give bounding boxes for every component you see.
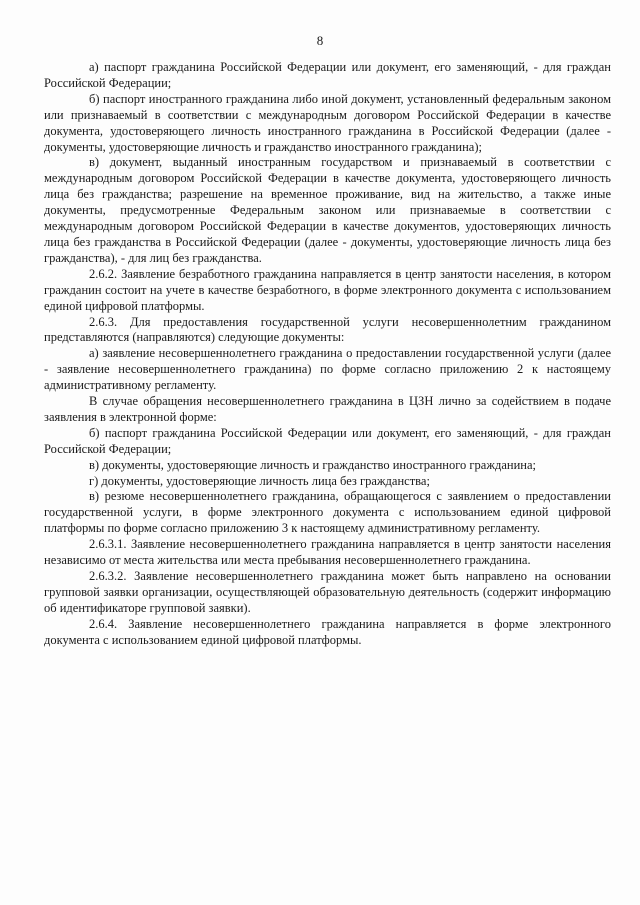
paragraph: а) паспорт гражданина Российской Федерации или документ, его заменяющий, - для граждан Российской Федерации;: [44, 60, 611, 90]
paragraph: в) резюме несовершеннолетнего гражданина, обращающегося с заявлением о предоставлении государственной услуги, в форме электронного документа с использованием единой цифровой платформы по форме согласно приложению 3 к настоящему административному регламенту.: [44, 489, 611, 536]
paragraph: 2.6.3.2. Заявление несовершеннолетнего гражданина может быть направлено на основании групповой заявки организации, осуществляющей образовательную деятельность (содержит информацию об идентификаторе групповой заявки).: [44, 569, 611, 615]
paragraph: в) документы, удостоверяющие личность и гражданство иностранного гражданина;: [89, 457, 536, 472]
page-number: 8: [316, 33, 324, 48]
paragraph: б) паспорт иностранного гражданина либо иной документ, установленный федеральным законом или признаваемый в соответствии с международным договором Российской Федерации в качестве документа, удостоверяющего личность иностранного гражданина в Российской Федерации (далее - документы, удостоверяющие личность и гражданство иностранного гражданина);: [44, 91, 611, 154]
document-body: [44, 60, 611, 649]
paragraph: в) документ, выданный иностранным государством и признаваемый в соответствии с международным договором Российской Федерации в качестве документа, удостоверяющего личность лица без гражданства; разрешение на временное проживание, вид на жительство, а также иные документы, предусмотренные Федеральным законом или признаваемые в соответствии с международным договором Российской Федерации в качестве документов, удостоверяющих личность лица без гражданства в Российской Федерации (далее - документы, удостоверяющие личность лица без гражданства), - для лиц без гражданства.: [44, 155, 611, 265]
paragraph: г) документы, удостоверяющие личность лица без гражданства;: [89, 473, 430, 488]
paragraph: б) паспорт гражданина Российской Федерации или документ, его заменяющий, - для граждан Российской Федерации;: [44, 425, 611, 456]
paragraph: а) заявление несовершеннолетнего гражданина о предоставлении государственной услуги (далее - заявление несовершеннолетнего гражданина) по форме согласно приложению 2 к настоящему административному регламенту.: [44, 346, 611, 393]
paragraph: 2.6.2. Заявление безработного гражданина направляется в центр занятости населения, в котором гражданин состоит на учете в качестве безработного, в форме электронного документа с использованием единой цифровой платформы.: [44, 266, 611, 313]
paragraph: 2.6.3.1. Заявление несовершеннолетнего гражданина направляется в центр занятости населения независимо от места жительства или места пребывания несовершеннолетнего гражданина.: [44, 537, 611, 568]
paragraph: 2.6.4. Заявление несовершеннолетнего гражданина направляется в форме электронного документа с использованием единой цифровой платформы.: [44, 616, 611, 647]
paragraph: В случае обращения несовершеннолетнего гражданина в ЦЗН лично за содействием в подаче заявления в электронной форме:: [44, 394, 611, 424]
paragraph: 2.6.3. Для предоставления государственной услуги несовершеннолетним гражданином представляются (направляются) следующие документы:: [44, 314, 611, 345]
